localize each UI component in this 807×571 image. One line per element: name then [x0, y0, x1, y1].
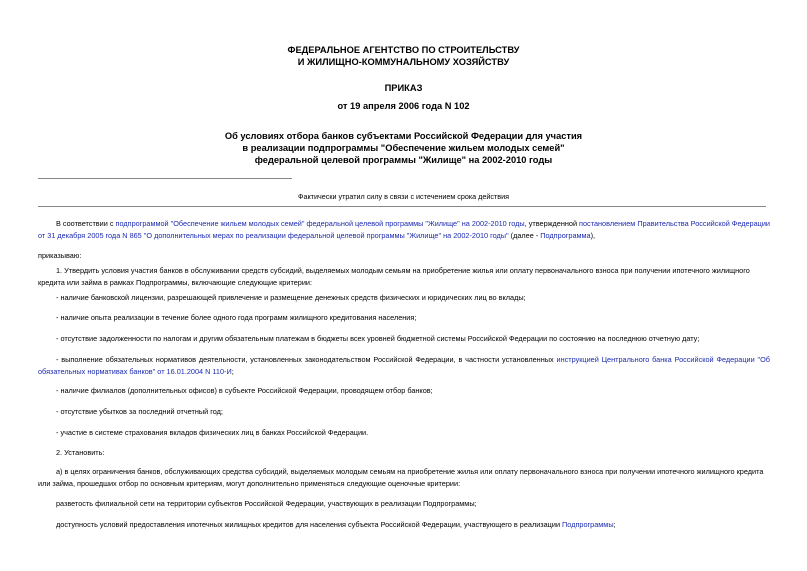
document-type: ПРИКАЗ	[384, 83, 423, 93]
item-2a-criterion-network: разветость филиальной сети на территории субъектов Российской Федерации, участвующих в реализации Подпрограммы;	[56, 499, 477, 508]
document-title-line3: федеральной целевой программы "Жилище" на 2002-2010 годы	[254, 155, 553, 165]
document-title-line1: Об условиях отбора банков субъектами Российской Федерации для участия	[224, 131, 583, 141]
link-government-decree[interactable]: постановлением Правительства Российской Федерации от 31 декабря 2005 года N 865 "О дополнительных мерах по реализации федеральной целевой программы "Жилище" на 2002-2010 годы"	[38, 219, 771, 240]
separator-rule	[38, 178, 292, 179]
agency-name-line1: ФЕДЕРАЛЬНОЕ АГЕНТСТВО ПО СТРОИТЕЛЬСТВУ	[287, 45, 520, 55]
criterion-no-losses: - отсутствие убытков за последний отчетный год;	[56, 407, 223, 416]
criterion-norms: - выполнение обязательных нормативов деятельности, установленных законодательством Российской Федерации, в частности установленных инструкцией Центрального банка Российской Федерации "Об обязательных нормативах банков" от 16.01.2004 N 110-И;	[38, 355, 770, 376]
preamble-paragraph: В соответствии с подпрограммой "Обеспечение жильем молодых семей" федеральной целевой программы "Жилище" на 2002-2010 годы, утвержденной постановлением Правительства Российской Федерации от 31 декабря 2005 года N 865 "О дополнительных мерах по реализации федеральной целевой программы "Жилище" на 2002-2010 годы" (далее - Подпрограмма),	[38, 219, 771, 240]
link-cbr-instruction[interactable]: инструкцией Центрального банка Российской Федерации "Об обязательных нормативах банков" от 16.01.2004 N 110-И	[38, 355, 770, 376]
link-subprogram-short[interactable]: Подпрограмма	[540, 230, 591, 240]
criterion-deposit-insurance: - участие в системе страхования вкладов физических лиц в банках Российской Федерации.	[56, 428, 369, 437]
criterion-experience: - наличие опыта реализации в течение более одного года программ жилищного кредитования населения;	[56, 313, 417, 322]
agency-name-line2: И ЖИЛИЩНО-КОММУНАЛЬНОМУ ХОЗЯЙСТВУ	[297, 57, 510, 67]
status-note: Фактически утратил силу в связи с истечением срока действия	[298, 192, 509, 201]
document-date: от 19 апреля 2006 года N 102	[337, 101, 470, 111]
item-2a: а) в целях ограничения банков, обслуживающих средства субсидий, выделяемых молодым семьям на приобретение жилья или оплату первоначального взноса при получении ипотечного жилищного кредита или займа, прошедших отбор по основным критериям, могут дополнительно применяться следующие оценочные критерии:	[38, 467, 764, 488]
criterion-no-debt: - отсутствие задолженности по налогам и другим обязательным платежам в бюджеты всех уровней бюджетной системы Российской Федерации по состоянию на последнюю отчетную дату;	[56, 334, 700, 343]
item-2a-criterion-availability: доступность условий предоставления ипотечных жилищных кредитов для населения субъекта Российской Федерации, участвующего в реализации Подпрограммы;	[56, 520, 616, 529]
separator-rule-wide	[38, 206, 766, 207]
orders-line: приказываю:	[38, 251, 82, 260]
criterion-license: - наличие банковской лицензии, разрешающей привлечение и размещение денежных средств физических и юридических лиц во вклады;	[56, 293, 526, 302]
criterion-branches: - наличие филиалов (дополнительных офисов) в субъекте Российской Федерации, проводящем отбор банков;	[56, 386, 433, 395]
link-subprogram[interactable]: подпрограммой "Обеспечение жильем молодых семей" федеральной целевой программы "Жилище" на 2002-2010 годы	[115, 219, 525, 228]
link-subprogram-2[interactable]: Подпрограммы	[562, 520, 614, 529]
document-title-line2: в реализации подпрограммы "Обеспечение жильем молодых семей"	[242, 143, 565, 153]
item-1: 1. Утвердить условия участия банков в обслуживании средств субсидий, выделяемых молодым семьям на приобретение жилья или оплату первоначального взноса при получении ипотечного жилищного кредита или займа в рамках Подпрограммы, включающие следующие критерии:	[38, 266, 750, 287]
item-2: 2. Установить:	[56, 448, 105, 457]
